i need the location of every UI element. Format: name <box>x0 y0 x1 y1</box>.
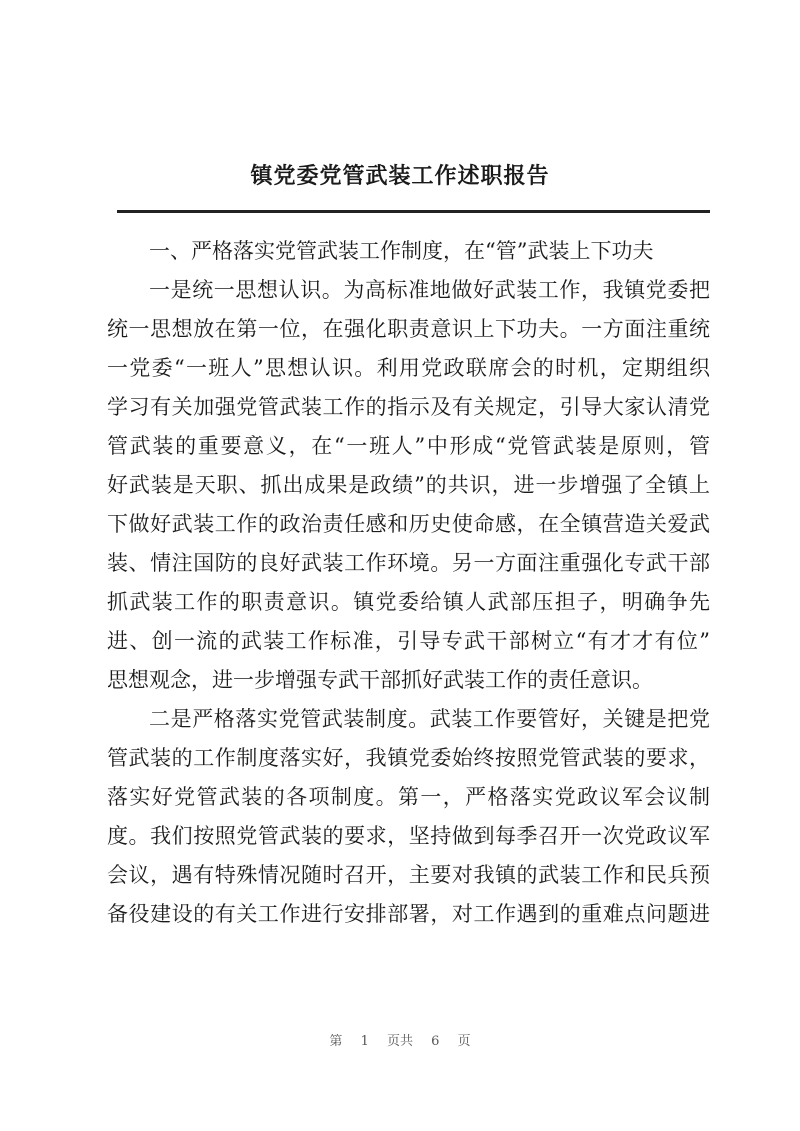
paragraph-line: 会议，遇有特殊情况随时召开，主要对我镇的武装工作和民兵预 <box>107 863 710 887</box>
paragraph-line: 思想观念，进一步增强专武干部抓好武装工作的责任意识。 <box>107 668 653 692</box>
paragraph-line: 装、情注国防的良好武装工作环境。另一方面注重强化专武干部 <box>107 551 710 575</box>
title-divider <box>117 210 710 213</box>
paragraph-line: 进、创一流的武装工作标准，引导专武干部树立“有才才有位” <box>107 629 710 653</box>
paragraph-line: 落实好党管武装的各项制度。第一，严格落实党政议军会议制 <box>107 785 710 809</box>
page-title: 镇党委党管武装工作述职报告 <box>250 163 550 189</box>
section-heading: 一、严格落实党管武装工作制度，在“管”武装上下功夫 <box>149 239 654 263</box>
footer-prefix: 第 <box>329 1034 343 1049</box>
footer-total-pages: 6 <box>431 1034 440 1049</box>
paragraph-line: 备役建设的有关工作进行安排部署，对工作遇到的重难点问题进 <box>107 902 710 926</box>
paragraph-line: 二是严格落实党管武装制度。武装工作要管好，关键是把党 <box>149 707 710 731</box>
paragraph-line: 学习有关加强党管武装工作的指示及有关规定，引导大家认清党 <box>107 395 710 419</box>
page-footer <box>0 1030 800 1049</box>
paragraph-line: 抓武装工作的职责意识。镇党委给镇人武部压担子，明确争先 <box>107 590 710 614</box>
paragraph-line: 一是统一思想认识。为高标准地做好武装工作，我镇党委把 <box>149 278 710 302</box>
paragraph-line: 好武装是天职、抓出成果是政绩”的共识，进一步增强了全镇上 <box>107 473 710 497</box>
footer-suffix: 页 <box>457 1034 471 1049</box>
paragraph-line: 一党委“一班人”思想认识。利用党政联席会的时机，定期组织 <box>107 356 710 380</box>
paragraph-line: 管武装的工作制度落实好，我镇党委始终按照党管武装的要求， <box>107 746 710 770</box>
footer-page-number: 1 <box>360 1034 369 1049</box>
paragraph-line: 下做好武装工作的政治责任感和历史使命感，在全镇营造关爱武 <box>107 512 710 536</box>
footer-middle: 页共 <box>386 1034 413 1049</box>
paragraph-line: 度。我们按照党管武装的要求，坚持做到每季召开一次党政议军 <box>107 824 710 848</box>
paragraph-line: 统一思想放在第一位，在强化职责意识上下功夫。一方面注重统 <box>107 317 710 341</box>
document-body <box>107 232 710 934</box>
paragraph-line: 管武装的重要意义，在“一班人”中形成“党管武装是原则，管 <box>107 434 710 458</box>
